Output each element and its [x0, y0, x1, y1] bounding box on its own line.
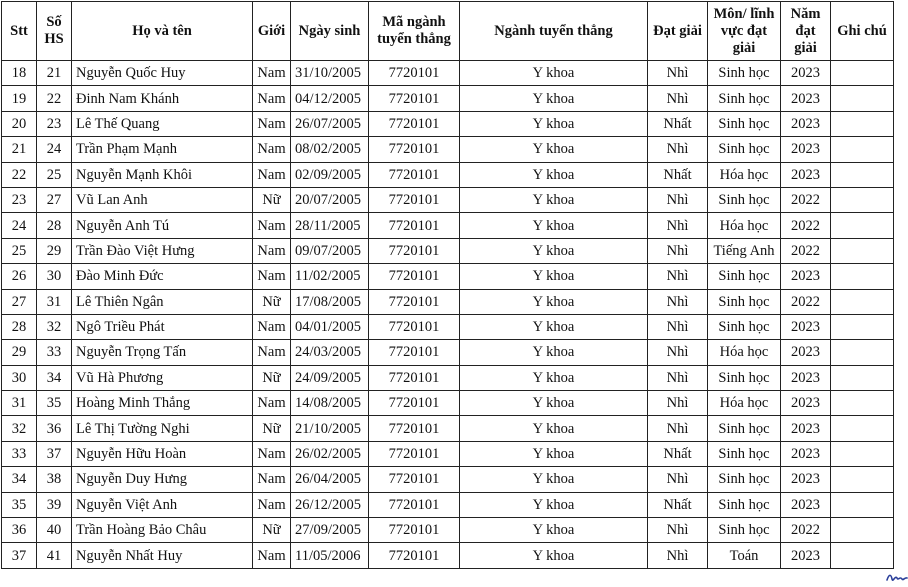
cell-nam: 2023: [781, 467, 831, 492]
cell-ma-nganh: 7720101: [369, 441, 460, 466]
cell-stt: 28: [2, 314, 37, 339]
header-ngay-sinh: Ngày sinh: [291, 2, 369, 61]
cell-so-hs: 37: [37, 441, 72, 466]
cell-name: Nguyễn Quốc Huy: [72, 61, 253, 86]
cell-name: Lê Thiên Ngân: [72, 289, 253, 314]
cell-name: Ngô Triều Phát: [72, 314, 253, 339]
cell-mon: Hóa học: [708, 340, 781, 365]
table-row: [2, 213, 894, 238]
cell-mon: Sinh học: [708, 264, 781, 289]
table-row: [2, 162, 894, 187]
cell-gioi: Nam: [253, 238, 291, 263]
cell-ngay-sinh: 17/08/2005: [291, 289, 369, 314]
cell-name: Trần Đào Việt Hưng: [72, 238, 253, 263]
cell-nam: 2023: [781, 416, 831, 441]
cell-mon: Sinh học: [708, 467, 781, 492]
cell-ngay-sinh: 24/09/2005: [291, 365, 369, 390]
cell-dat-giai: Nhất: [648, 492, 708, 517]
cell-so-hs: 39: [37, 492, 72, 517]
cell-nam: 2023: [781, 314, 831, 339]
cell-name: Nguyễn Hữu Hoàn: [72, 441, 253, 466]
cell-name: Trần Phạm Mạnh: [72, 137, 253, 162]
cell-nam: 2023: [781, 61, 831, 86]
cell-so-hs: 24: [37, 137, 72, 162]
cell-stt: 27: [2, 289, 37, 314]
cell-so-hs: 30: [37, 264, 72, 289]
cell-mon: Tiếng Anh: [708, 238, 781, 263]
cell-mon: Toán: [708, 543, 781, 568]
cell-ma-nganh: 7720101: [369, 238, 460, 263]
cell-so-hs: 22: [37, 86, 72, 111]
cell-stt: 30: [2, 365, 37, 390]
cell-ghi-chu: [831, 543, 894, 568]
cell-ghi-chu: [831, 162, 894, 187]
cell-mon: Sinh học: [708, 187, 781, 212]
cell-nganh: Y khoa: [460, 213, 648, 238]
table-row: [2, 340, 894, 365]
cell-ngay-sinh: 14/08/2005: [291, 391, 369, 416]
header-dat-giai: Đạt giải: [648, 2, 708, 61]
cell-gioi: Nữ: [253, 416, 291, 441]
table-row: [2, 467, 894, 492]
table-row: [2, 137, 894, 162]
cell-stt: 25: [2, 238, 37, 263]
cell-so-hs: 36: [37, 416, 72, 441]
cell-gioi: Nam: [253, 441, 291, 466]
header-so-hs: Số HS: [37, 2, 72, 61]
cell-so-hs: 25: [37, 162, 72, 187]
cell-dat-giai: Nhì: [648, 86, 708, 111]
cell-mon: Sinh học: [708, 441, 781, 466]
cell-ngay-sinh: 02/09/2005: [291, 162, 369, 187]
cell-ghi-chu: [831, 213, 894, 238]
cell-gioi: Nam: [253, 137, 291, 162]
cell-ngay-sinh: 21/10/2005: [291, 416, 369, 441]
cell-nam: 2023: [781, 137, 831, 162]
cell-nganh: Y khoa: [460, 391, 648, 416]
cell-nganh: Y khoa: [460, 416, 648, 441]
table-row: [2, 111, 894, 136]
cell-ma-nganh: 7720101: [369, 162, 460, 187]
cell-ghi-chu: [831, 111, 894, 136]
cell-nam: 2022: [781, 518, 831, 543]
cell-nam: 2023: [781, 492, 831, 517]
cell-ma-nganh: 7720101: [369, 187, 460, 212]
cell-mon: Sinh học: [708, 61, 781, 86]
cell-nganh: Y khoa: [460, 365, 648, 390]
cell-ghi-chu: [831, 441, 894, 466]
cell-mon: Hóa học: [708, 213, 781, 238]
cell-ghi-chu: [831, 314, 894, 339]
cell-nam: 2023: [781, 543, 831, 568]
cell-name: Đinh Nam Khánh: [72, 86, 253, 111]
cell-ma-nganh: 7720101: [369, 61, 460, 86]
cell-nganh: Y khoa: [460, 467, 648, 492]
cell-nganh: Y khoa: [460, 264, 648, 289]
cell-so-hs: 34: [37, 365, 72, 390]
cell-nam: 2023: [781, 162, 831, 187]
cell-dat-giai: Nhì: [648, 187, 708, 212]
cell-dat-giai: Nhì: [648, 238, 708, 263]
cell-stt: 19: [2, 86, 37, 111]
cell-gioi: Nam: [253, 391, 291, 416]
cell-gioi: Nữ: [253, 187, 291, 212]
cell-ngay-sinh: 09/07/2005: [291, 238, 369, 263]
header-ho-ten: Họ và tên: [72, 2, 253, 61]
table-row: [2, 238, 894, 263]
cell-ma-nganh: 7720101: [369, 492, 460, 517]
cell-nam: 2023: [781, 365, 831, 390]
header-gioi: Giới: [253, 2, 291, 61]
cell-ngay-sinh: 31/10/2005: [291, 61, 369, 86]
admission-table: [1, 1, 894, 569]
cell-nganh: Y khoa: [460, 314, 648, 339]
cell-ghi-chu: [831, 238, 894, 263]
cell-dat-giai: Nhì: [648, 213, 708, 238]
header-stt: Stt: [2, 2, 37, 61]
cell-stt: 35: [2, 492, 37, 517]
cell-name: Nguyễn Mạnh Khôi: [72, 162, 253, 187]
cell-gioi: Nữ: [253, 365, 291, 390]
cell-ngay-sinh: 08/02/2005: [291, 137, 369, 162]
cell-gioi: Nữ: [253, 289, 291, 314]
header-ghi-chu: Ghi chú: [831, 2, 894, 61]
cell-name: Lê Thế Quang: [72, 111, 253, 136]
cell-name: Vũ Lan Anh: [72, 187, 253, 212]
cell-gioi: Nam: [253, 340, 291, 365]
cell-ngay-sinh: 04/01/2005: [291, 314, 369, 339]
cell-ghi-chu: [831, 492, 894, 517]
cell-nganh: Y khoa: [460, 238, 648, 263]
cell-dat-giai: Nhì: [648, 61, 708, 86]
cell-ghi-chu: [831, 137, 894, 162]
cell-stt: 34: [2, 467, 37, 492]
cell-so-hs: 23: [37, 111, 72, 136]
cell-name: Hoàng Minh Thắng: [72, 391, 253, 416]
cell-nam: 2022: [781, 213, 831, 238]
cell-name: Nguyễn Trọng Tấn: [72, 340, 253, 365]
cell-ma-nganh: 7720101: [369, 213, 460, 238]
cell-dat-giai: Nhất: [648, 162, 708, 187]
cell-nam: 2022: [781, 187, 831, 212]
table-row: [2, 187, 894, 212]
cell-ngay-sinh: 26/02/2005: [291, 441, 369, 466]
cell-stt: 20: [2, 111, 37, 136]
cell-so-hs: 29: [37, 238, 72, 263]
cell-so-hs: 38: [37, 467, 72, 492]
cell-stt: 22: [2, 162, 37, 187]
cell-so-hs: 32: [37, 314, 72, 339]
cell-dat-giai: Nhì: [648, 264, 708, 289]
cell-nganh: Y khoa: [460, 492, 648, 517]
cell-so-hs: 41: [37, 543, 72, 568]
cell-mon: Sinh học: [708, 314, 781, 339]
cell-dat-giai: Nhì: [648, 314, 708, 339]
cell-ma-nganh: 7720101: [369, 416, 460, 441]
cell-ma-nganh: 7720101: [369, 314, 460, 339]
cell-so-hs: 31: [37, 289, 72, 314]
cell-mon: Sinh học: [708, 416, 781, 441]
cell-stt: 36: [2, 518, 37, 543]
cell-ma-nganh: 7720101: [369, 391, 460, 416]
cell-ngay-sinh: 28/11/2005: [291, 213, 369, 238]
cell-name: Nguyễn Nhất Huy: [72, 543, 253, 568]
cell-ma-nganh: 7720101: [369, 289, 460, 314]
cell-gioi: Nam: [253, 111, 291, 136]
cell-ma-nganh: 7720101: [369, 543, 460, 568]
cell-ma-nganh: 7720101: [369, 340, 460, 365]
cell-ghi-chu: [831, 518, 894, 543]
cell-mon: Sinh học: [708, 289, 781, 314]
cell-mon: Sinh học: [708, 518, 781, 543]
table-row: [2, 86, 894, 111]
table-row: [2, 264, 894, 289]
cell-ma-nganh: 7720101: [369, 365, 460, 390]
cell-nam: 2023: [781, 441, 831, 466]
header-row: [2, 2, 894, 61]
cell-dat-giai: Nhì: [648, 289, 708, 314]
cell-mon: Sinh học: [708, 86, 781, 111]
cell-ma-nganh: 7720101: [369, 111, 460, 136]
cell-ma-nganh: 7720101: [369, 264, 460, 289]
cell-so-hs: 28: [37, 213, 72, 238]
cell-nganh: Y khoa: [460, 86, 648, 111]
header-mon: Môn/ lĩnh vực đạt giải: [708, 2, 781, 61]
cell-so-hs: 40: [37, 518, 72, 543]
table-row: [2, 543, 894, 568]
cell-ngay-sinh: 11/05/2006: [291, 543, 369, 568]
cell-gioi: Nam: [253, 213, 291, 238]
cell-nam: 2023: [781, 86, 831, 111]
table-row: [2, 492, 894, 517]
cell-nganh: Y khoa: [460, 61, 648, 86]
cell-gioi: Nam: [253, 86, 291, 111]
cell-name: Nguyễn Anh Tú: [72, 213, 253, 238]
cell-stt: 37: [2, 543, 37, 568]
cell-stt: 18: [2, 61, 37, 86]
table-row: [2, 61, 894, 86]
cell-name: Nguyễn Duy Hưng: [72, 467, 253, 492]
table-row: [2, 518, 894, 543]
cell-dat-giai: Nhất: [648, 441, 708, 466]
cell-gioi: Nam: [253, 61, 291, 86]
cell-gioi: Nữ: [253, 518, 291, 543]
cell-nam: 2022: [781, 238, 831, 263]
cell-dat-giai: Nhì: [648, 137, 708, 162]
cell-mon: Sinh học: [708, 111, 781, 136]
cell-gioi: Nam: [253, 162, 291, 187]
cell-gioi: Nam: [253, 314, 291, 339]
cell-ngay-sinh: 27/09/2005: [291, 518, 369, 543]
cell-ghi-chu: [831, 289, 894, 314]
cell-ngay-sinh: 04/12/2005: [291, 86, 369, 111]
cell-nganh: Y khoa: [460, 340, 648, 365]
cell-ma-nganh: 7720101: [369, 137, 460, 162]
cell-mon: Sinh học: [708, 137, 781, 162]
cell-nganh: Y khoa: [460, 289, 648, 314]
cell-dat-giai: Nhì: [648, 543, 708, 568]
cell-mon: Hóa học: [708, 162, 781, 187]
table-body: [2, 61, 894, 569]
cell-nganh: Y khoa: [460, 137, 648, 162]
table-row: [2, 365, 894, 390]
header-ma-nganh: Mã ngành tuyển thẳng: [369, 2, 460, 61]
cell-stt: 32: [2, 416, 37, 441]
cell-stt: 26: [2, 264, 37, 289]
cell-stt: 29: [2, 340, 37, 365]
cell-ghi-chu: [831, 61, 894, 86]
cell-ngay-sinh: 26/07/2005: [291, 111, 369, 136]
cell-gioi: Nam: [253, 492, 291, 517]
cell-dat-giai: Nhì: [648, 365, 708, 390]
cell-name: Vũ Hà Phương: [72, 365, 253, 390]
cell-ma-nganh: 7720101: [369, 467, 460, 492]
cell-nam: 2023: [781, 264, 831, 289]
cell-name: Nguyễn Việt Anh: [72, 492, 253, 517]
cell-ghi-chu: [831, 187, 894, 212]
table-row: [2, 441, 894, 466]
cell-nam: 2023: [781, 111, 831, 136]
cell-stt: 23: [2, 187, 37, 212]
cell-nganh: Y khoa: [460, 441, 648, 466]
cell-ghi-chu: [831, 416, 894, 441]
table-row: [2, 314, 894, 339]
cell-nganh: Y khoa: [460, 162, 648, 187]
cell-nam: 2023: [781, 391, 831, 416]
cell-so-hs: 21: [37, 61, 72, 86]
cell-dat-giai: Nhất: [648, 111, 708, 136]
cell-ghi-chu: [831, 391, 894, 416]
header-nam: Năm đạt giải: [781, 2, 831, 61]
cell-name: Trần Hoàng Bảo Châu: [72, 518, 253, 543]
cell-nganh: Y khoa: [460, 111, 648, 136]
cell-so-hs: 27: [37, 187, 72, 212]
cell-mon: Sinh học: [708, 365, 781, 390]
cell-ghi-chu: [831, 467, 894, 492]
cell-name: Lê Thị Tường Nghi: [72, 416, 253, 441]
cell-mon: Sinh học: [708, 492, 781, 517]
cell-ngay-sinh: 26/12/2005: [291, 492, 369, 517]
cell-nam: 2022: [781, 289, 831, 314]
cell-so-hs: 33: [37, 340, 72, 365]
cell-dat-giai: Nhì: [648, 340, 708, 365]
header-nganh: Ngành tuyển thẳng: [460, 2, 648, 61]
cell-ma-nganh: 7720101: [369, 86, 460, 111]
cell-nam: 2023: [781, 340, 831, 365]
cell-ma-nganh: 7720101: [369, 518, 460, 543]
table-row: [2, 391, 894, 416]
cell-mon: Hóa học: [708, 391, 781, 416]
cell-stt: 33: [2, 441, 37, 466]
signature-mark: [886, 570, 908, 584]
cell-nganh: Y khoa: [460, 518, 648, 543]
cell-dat-giai: Nhì: [648, 416, 708, 441]
cell-dat-giai: Nhì: [648, 391, 708, 416]
table-row: [2, 416, 894, 441]
cell-ghi-chu: [831, 264, 894, 289]
cell-ngay-sinh: 26/04/2005: [291, 467, 369, 492]
cell-name: Đào Minh Đức: [72, 264, 253, 289]
cell-so-hs: 35: [37, 391, 72, 416]
cell-dat-giai: Nhì: [648, 467, 708, 492]
cell-ngay-sinh: 24/03/2005: [291, 340, 369, 365]
table-row: [2, 289, 894, 314]
cell-nganh: Y khoa: [460, 543, 648, 568]
cell-ghi-chu: [831, 365, 894, 390]
cell-gioi: Nam: [253, 467, 291, 492]
cell-ghi-chu: [831, 86, 894, 111]
cell-stt: 21: [2, 137, 37, 162]
cell-stt: 31: [2, 391, 37, 416]
cell-gioi: Nam: [253, 264, 291, 289]
cell-dat-giai: Nhì: [648, 518, 708, 543]
cell-ngay-sinh: 11/02/2005: [291, 264, 369, 289]
cell-ngay-sinh: 20/07/2005: [291, 187, 369, 212]
cell-ghi-chu: [831, 340, 894, 365]
cell-nganh: Y khoa: [460, 187, 648, 212]
cell-gioi: Nam: [253, 543, 291, 568]
cell-stt: 24: [2, 213, 37, 238]
